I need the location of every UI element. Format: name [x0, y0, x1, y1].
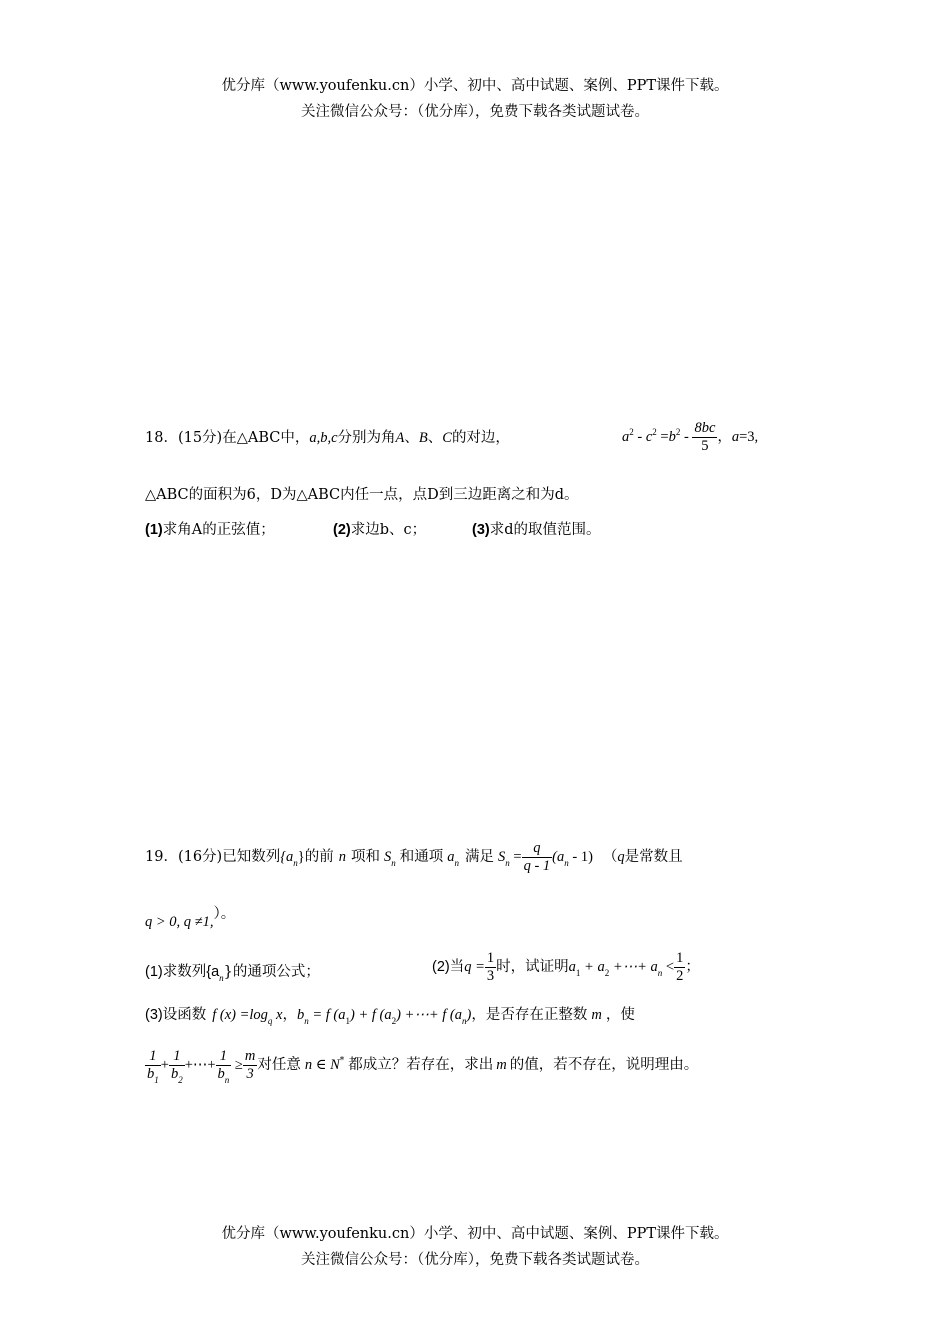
- q18-sep: 、: [404, 430, 419, 446]
- text: 和通项: [399, 849, 444, 866]
- eq-op: -: [680, 429, 693, 446]
- sub: n: [293, 858, 298, 869]
- sub: q: [267, 1016, 273, 1026]
- func-x: x: [272, 1007, 283, 1023]
- fraction: [169, 1048, 185, 1085]
- q19-condition: q > 0, q ≠1,: [145, 914, 214, 930]
- q18-text2: 的对边，: [451, 430, 510, 446]
- ge: ≥: [231, 1057, 243, 1074]
- fraction: [485, 950, 496, 984]
- var-m: m: [591, 1007, 602, 1023]
- eq-exp: 2: [675, 427, 681, 438]
- frac-den: 3: [486, 967, 495, 984]
- plus: +: [160, 1057, 169, 1074]
- q18-part-2: [333, 518, 426, 539]
- frac-num: 1: [219, 1048, 228, 1064]
- q18-line-1: [145, 426, 510, 447]
- eq-exp: 2: [629, 427, 634, 438]
- frac-num: 1: [173, 1048, 181, 1064]
- part-text: 对任意: [257, 1057, 301, 1074]
- part-text: (3)设函数: [145, 1007, 207, 1023]
- frac-den: b: [170, 1065, 179, 1082]
- sub: n: [657, 968, 663, 979]
- sub: n: [564, 858, 569, 869]
- text: 的前: [304, 849, 334, 866]
- q18-equation: [622, 420, 758, 454]
- eq-fraction: [692, 420, 717, 454]
- var-a: a: [447, 849, 455, 866]
- q18-sep: 、: [427, 430, 443, 446]
- q18-angle-b: B: [418, 430, 428, 446]
- sub: n: [391, 858, 396, 869]
- q18-a-value: =3,: [739, 429, 759, 446]
- part-text: }的通项公式；: [223, 964, 320, 980]
- eq-op: -: [633, 429, 646, 446]
- fraction: [216, 1048, 232, 1085]
- part-text: ，是否存在正整数: [471, 1007, 588, 1023]
- var-q: q: [617, 849, 625, 866]
- q19-fraction: [522, 840, 553, 874]
- plus: +⋯+: [184, 1057, 216, 1074]
- q19-number: 19．(16分)已知数列: [145, 849, 281, 866]
- sub: n: [224, 1074, 230, 1085]
- eq-var: b: [668, 429, 676, 446]
- frac-num: m: [244, 1048, 256, 1064]
- sub: n: [219, 973, 224, 983]
- q18-angle-a: A: [395, 430, 405, 446]
- frac-num: 1: [486, 950, 495, 966]
- part-number: (3): [472, 522, 490, 538]
- footer-line-2: 关注微信公众号：（优分库），免费下载各类试题试卷。: [301, 1252, 649, 1268]
- frac-den: b: [217, 1065, 225, 1082]
- fraction: [145, 1048, 161, 1085]
- q18-part-3: [472, 518, 601, 539]
- eq-var: c: [645, 429, 653, 446]
- sub: 1: [575, 968, 581, 979]
- var-m: m: [496, 1057, 507, 1074]
- sub: 1: [345, 1016, 351, 1026]
- part-text: ；: [685, 959, 700, 976]
- part-text: ，使: [605, 1007, 635, 1023]
- var-b: b: [296, 1007, 305, 1023]
- part-number: (2): [333, 522, 351, 538]
- q19-part-2: [432, 950, 700, 984]
- part-text: 求边b、c；: [350, 522, 427, 538]
- frac-den: 3: [243, 1065, 257, 1083]
- q18-a-var: a: [731, 429, 740, 446]
- sub: n: [462, 1016, 467, 1026]
- q19-part-1: [145, 960, 320, 981]
- sub: n: [505, 858, 510, 869]
- eq: =: [509, 849, 522, 866]
- q19-condition-end: ）。: [213, 906, 236, 922]
- q18-number: 18．(15分)在△ABC中，: [145, 430, 310, 446]
- var-q: q =: [464, 959, 485, 976]
- paren-end: - 1): [568, 849, 593, 866]
- header-line-2: 关注微信公众号：（优分库），免费下载各类试题试卷。: [301, 104, 649, 120]
- sum: + a: [580, 959, 605, 976]
- fraction: [674, 950, 685, 984]
- q18-vars: a,b,c: [309, 430, 338, 446]
- sub: 2: [178, 1074, 183, 1085]
- text: 是常数且: [624, 849, 683, 866]
- seq: {a: [280, 849, 294, 866]
- sub: 2: [604, 968, 610, 979]
- q19-inequality-line: [145, 1048, 699, 1085]
- star: *: [339, 1056, 345, 1067]
- sum: +⋯+ a: [609, 959, 658, 976]
- part-text: (1)求数列{a: [145, 964, 220, 980]
- frac-den: 5: [692, 437, 717, 455]
- part-text: 求角A的正弦值；: [162, 522, 275, 538]
- sub: 1: [154, 1074, 159, 1085]
- q18-comma: ，: [717, 429, 732, 446]
- frac-num: 1: [149, 1048, 157, 1064]
- text: 项和: [351, 849, 380, 866]
- var-n: n: [338, 849, 346, 866]
- q19-line-2: [145, 906, 236, 931]
- q18-part-1: [145, 518, 275, 539]
- var-s: S: [384, 849, 392, 866]
- b-def: ) +⋯+ f (a: [396, 1007, 463, 1023]
- var-n: n ∈ N: [304, 1057, 340, 1074]
- var-s: S: [498, 849, 506, 866]
- footer-line-1: 优分库（www.youfenku.cn）小学、初中、高中试题、案例、PPT课件下载。: [221, 1226, 729, 1242]
- b-def: ): [466, 1007, 472, 1023]
- var-a: a: [568, 959, 576, 976]
- sub: n: [304, 1016, 309, 1026]
- b-def: = f (a: [308, 1007, 346, 1023]
- q18-text1: 分别为角: [337, 430, 396, 446]
- q18-angle-c: C: [442, 430, 452, 446]
- fraction: [243, 1048, 257, 1082]
- q19-part-3: [145, 1003, 635, 1024]
- frac-num: 8bc: [694, 420, 716, 436]
- q19-line-1: [145, 840, 683, 874]
- part-text: 求d的取值范围。: [489, 522, 601, 538]
- part-text: 的值，若不存在，说明理由。: [509, 1057, 699, 1074]
- paren: (a: [552, 849, 565, 866]
- sub: n: [454, 858, 459, 869]
- eq-op: =: [656, 429, 669, 446]
- header-line-1: 优分库（www.youfenku.cn）小学、初中、高中试题、案例、PPT课件下载。: [221, 78, 729, 94]
- text: 满足: [465, 849, 494, 866]
- frac-den: 2: [676, 967, 684, 984]
- q18-line-2: △ABC的面积为6，D为△ABC内任一点，点D到三边距离之和为d。: [145, 487, 579, 503]
- func: f (x) =log: [212, 1007, 268, 1023]
- frac-num: 1: [676, 950, 684, 966]
- frac-num: q: [533, 840, 541, 856]
- part-text: 都成立？若存在，求出: [348, 1057, 494, 1074]
- eq-exp: 2: [652, 427, 657, 438]
- lt: <: [662, 959, 675, 976]
- part-text: 时，试证明: [496, 959, 569, 976]
- part-number: (1): [145, 522, 163, 538]
- text: （: [602, 849, 618, 866]
- b-def: ) + f (a: [350, 1007, 392, 1023]
- frac-den: b: [147, 1065, 155, 1082]
- frac-den: q - 1: [523, 857, 551, 874]
- eq-var: a: [622, 429, 630, 446]
- sub: 2: [391, 1016, 397, 1026]
- seq-close: }: [297, 849, 305, 866]
- part-text: (2)当: [432, 959, 465, 976]
- comma: ，: [282, 1007, 297, 1023]
